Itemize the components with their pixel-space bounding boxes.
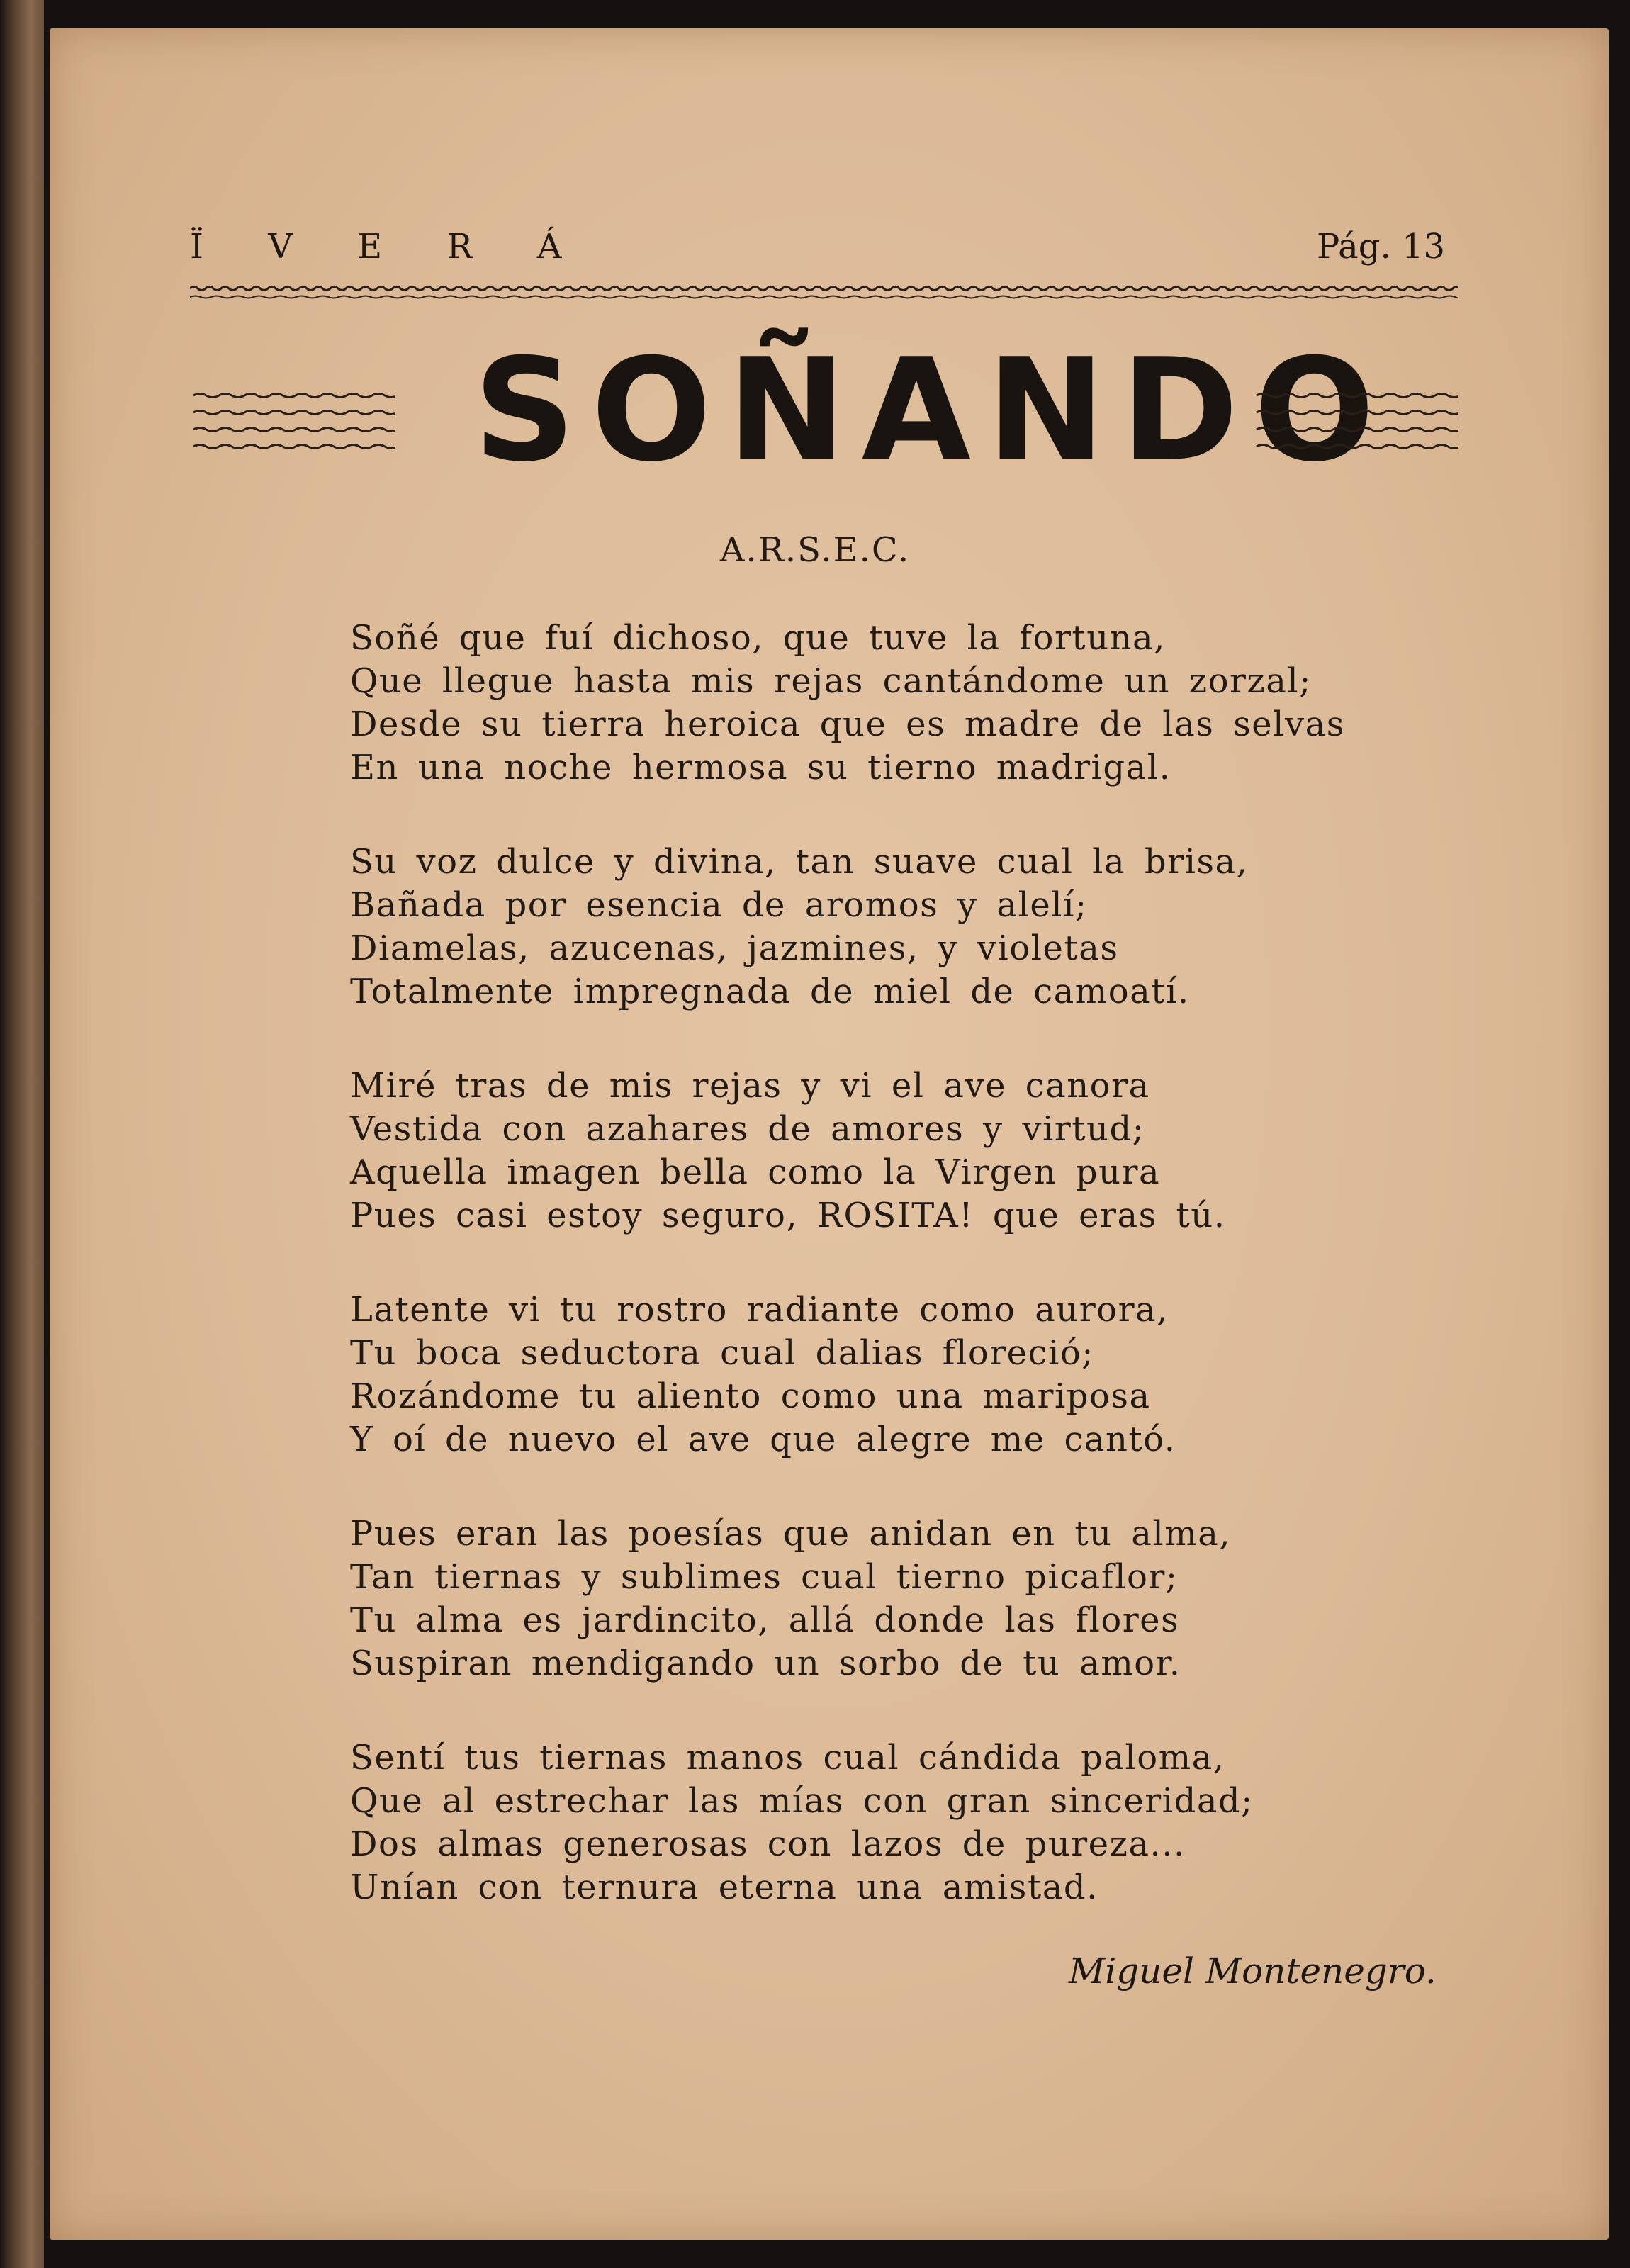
poem-line: Soñé que fuí dichoso, que tuve la fortuna, [350,618,1166,658]
poem-line: En una noche hermosa su tierno madrigal. [350,748,1171,787]
wavy-header-rule [190,282,1458,302]
binding-edge [0,0,44,2268]
stanza [350,1736,1413,1909]
page-number: Pág. 13 [1317,227,1446,266]
poem-line: Dos almas generosas con lazos de pureza... [350,1824,1186,1864]
poem-line: Que llegue hasta mis rejas cantándome un zorzal; [350,661,1312,701]
poem-line: Desde su tierra heroica que es madre de las selvas [350,704,1345,744]
poem-line: Bañada por esencia de aromos y alelí; [350,885,1088,925]
poem-line: Pues casi estoy seguro, ROSITA! que eras tú. [350,1196,1226,1235]
poem-line: Y oí de nuevo el ave que alegre me cantó. [350,1420,1176,1459]
stanza [350,841,1413,1014]
stanza [350,1289,1413,1461]
poem-line: Diamelas, azucenas, jazmines, y violetas [350,928,1119,968]
poem-line: Tu boca seductora cual dalias floreció; [350,1333,1094,1373]
poem-line: Su voz dulce y divina, tan suave cual la brisa, [350,842,1249,882]
poem-line: Suspiran mendigando un sorbo de tu amor. [350,1644,1181,1683]
poem-line: Rozándome tu aliento como una mariposa [350,1376,1151,1416]
poem-line: Aquella imagen bella como la Virgen pura [350,1152,1161,1192]
poem-line: Pues eran las poesías que anidan en tu alma, [350,1514,1232,1554]
poem-line: Sentí tus tiernas manos cual cándida paloma, [350,1738,1225,1778]
wavy-ornament-right [1253,383,1458,461]
wavy-ornament-left [190,383,395,461]
stanza [350,1065,1413,1237]
stanza [350,1512,1413,1685]
poem-body [350,617,1413,1960]
poem-line: Vestida con azahares de amores y virtud; [350,1109,1145,1149]
poem-line: Tu alma es jardincito, allá donde las flores [350,1600,1180,1640]
poem-line: Tan tiernas y sublimes cual tierno picaflor; [350,1557,1179,1597]
poem-line: Unían con ternura eterna una amistad. [350,1868,1098,1907]
poem-title: SOÑANDO [473,328,1390,493]
author-signature: Miguel Montenegro. [1069,1950,1437,1992]
poem-line: Totalmente impregnada de miel de camoatí. [350,972,1190,1011]
dedication: A.R.S.E.C. [719,530,911,570]
title-block [190,328,1458,493]
poem-line: Miré tras de mis rejas y vi el ave canora [350,1066,1150,1106]
stanza [350,617,1413,790]
journal-name: Ï V E R Á [190,227,589,266]
poem-line: Que al estrechar las mías con gran sinceridad; [350,1781,1254,1821]
poem-line: Latente vi tu rostro radiante como aurora, [350,1290,1169,1330]
